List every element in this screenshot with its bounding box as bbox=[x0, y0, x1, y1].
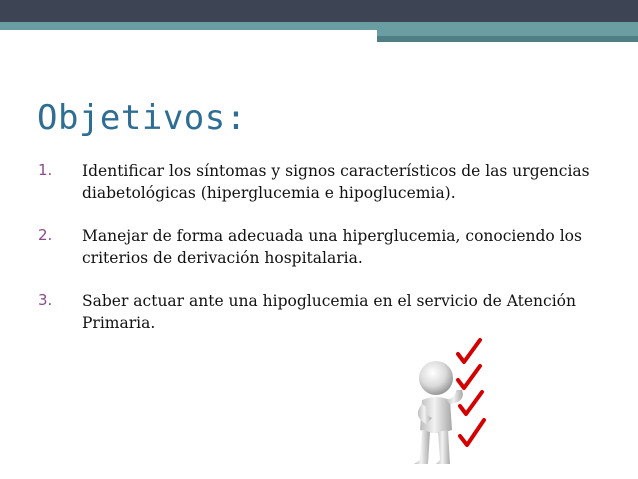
objective-number: 3. bbox=[38, 291, 53, 309]
objective-text bbox=[82, 225, 582, 269]
person-checklist-icon bbox=[400, 330, 510, 470]
check-mark-1 bbox=[458, 340, 480, 362]
objective-line: Saber actuar ante una hipoglucemia en el servicio de Atención bbox=[82, 292, 576, 310]
objective-line: Primaria. bbox=[82, 314, 156, 332]
objective-item-3 bbox=[38, 290, 598, 334]
slide-title: Objetivos: bbox=[37, 98, 247, 138]
figure-leg-left bbox=[414, 430, 430, 464]
figure-arm-right bbox=[446, 390, 463, 404]
objective-item-2 bbox=[38, 225, 598, 269]
check-mark-2 bbox=[458, 366, 480, 388]
check-mark-4 bbox=[460, 420, 484, 445]
check-mark-3 bbox=[460, 392, 482, 414]
figure-head bbox=[419, 361, 453, 395]
objective-number: 1. bbox=[38, 161, 53, 179]
objective-line: Manejar de forma adecuada una hiperglucemia, conociendo los bbox=[82, 227, 582, 245]
objective-text bbox=[82, 160, 590, 204]
objective-number: 2. bbox=[38, 226, 53, 244]
objective-text bbox=[82, 290, 576, 334]
header-accent-shadow bbox=[377, 36, 638, 42]
objectives-list bbox=[38, 160, 598, 355]
person-checklist-illustration bbox=[400, 330, 510, 470]
objective-line: criterios de derivación hospitalaria. bbox=[82, 249, 363, 267]
objective-line: diabetológicas (hiperglucemia e hipoglucemia). bbox=[82, 184, 456, 202]
objective-item-1 bbox=[38, 160, 598, 204]
figure-leg-right bbox=[436, 430, 450, 464]
objective-line: Identificar los síntomas y signos característicos de las urgencias bbox=[82, 162, 590, 180]
